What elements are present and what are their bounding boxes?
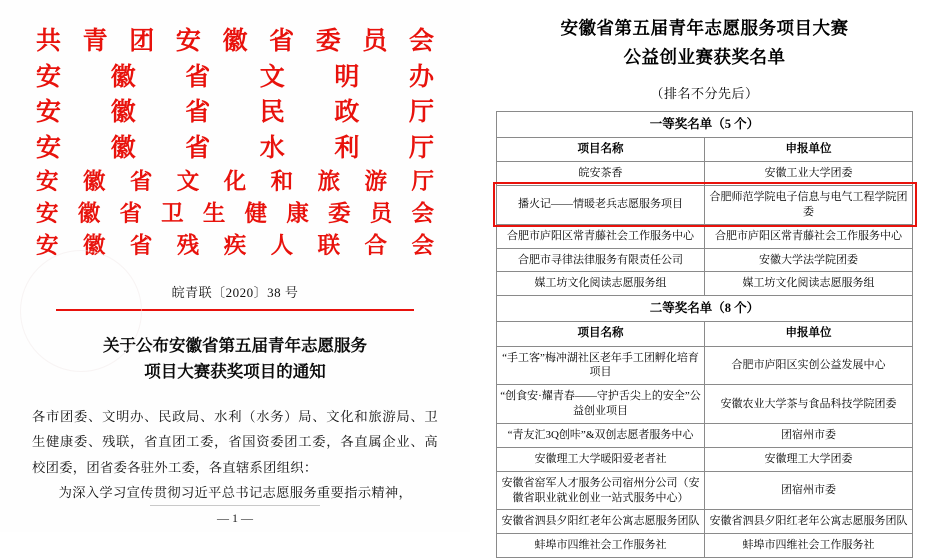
column-header-project-name-2: 项目名称	[497, 322, 705, 347]
red-heading-line-3: 安徽省民政厅	[36, 99, 434, 126]
table-row	[497, 471, 913, 510]
red-heading-line-2: 安徽省文明办	[36, 63, 434, 91]
table-row	[497, 447, 913, 471]
red-heading-line-4: 安徽省水利厅	[36, 134, 434, 162]
cell-project-name: 蚌埠市四维社会工作服务社	[497, 534, 705, 558]
cell-project-name: 皖安茶香	[497, 162, 705, 186]
document-body	[32, 404, 438, 506]
watermark-decoration	[20, 250, 142, 372]
right-document-panel	[470, 0, 939, 552]
table-row	[497, 162, 913, 186]
red-heading-line-5: 安徽省文化和旅游厅	[36, 169, 434, 194]
body-paragraph-1: 各市团委、文明办、民政局、水利（水务）局、文化和旅游局、卫生健康委、残联，省直团工委，省国资委团工委，各直属企业、高校团委，团省委各驻外工委，各直辖系团组织：	[32, 408, 438, 475]
table-row	[497, 272, 913, 296]
cell-project-name: 合肥市寻律法律服务有限责任公司	[497, 248, 705, 272]
table-row	[497, 385, 913, 424]
left-document-panel	[0, 0, 470, 532]
award-table	[496, 111, 913, 558]
award-list-title	[496, 14, 913, 72]
cell-applicant-unit: 合肥市庐阳区常青藤社会工作服务中心	[705, 224, 913, 248]
cell-project-name: “创食安·耀青春——守护舌尖上的安全”公益创业项目	[497, 385, 705, 424]
column-header-applicant-unit-1: 申报单位	[705, 137, 913, 162]
column-header-project-name-1: 项目名称	[497, 137, 705, 162]
cell-project-name: 合肥市庐阳区常青藤社会工作服务中心	[497, 224, 705, 248]
award-list-subtitle: （排名不分先后）	[650, 85, 759, 101]
cell-applicant-unit: 合肥师范学院电子信息与电气工程学院团委	[705, 185, 913, 224]
table-section-header-row	[497, 296, 913, 322]
red-heading-line-6: 安徽省卫生健康委员会	[36, 200, 434, 226]
cell-project-name: 播火记——情暖老兵志愿服务项目	[497, 185, 705, 224]
cell-applicant-unit: 蚌埠市四维社会工作服务社	[705, 534, 913, 558]
table-column-header-row	[497, 137, 913, 162]
cell-applicant-unit: 安徽省泗县夕阳红老年公寓志愿服务团队	[705, 510, 913, 534]
page-number: — 1 —	[217, 511, 253, 525]
award-list-title-line-1: 安徽省第五届青年志愿服务项目大赛	[560, 18, 849, 38]
table-column-header-row	[497, 322, 913, 347]
cell-applicant-unit: 安徽农业大学茶与食品科技学院团委	[705, 385, 913, 424]
document-title-line-2: 项目大赛获奖项目的通知	[144, 362, 326, 382]
table-row	[497, 248, 913, 272]
cell-applicant-unit: 媒工坊文化阅读志愿服务组	[705, 272, 913, 296]
section-title-first-prize: 一等奖名单（5 个）	[497, 111, 913, 137]
cell-project-name: 媒工坊文化阅读志愿服务组	[497, 272, 705, 296]
award-table-body	[497, 111, 913, 557]
cell-project-name: 安徽省泗县夕阳红老年公寓志愿服务团队	[497, 510, 705, 534]
red-heading-line-1: 共青团安徽省委员会	[36, 28, 434, 55]
table-row	[497, 423, 913, 447]
column-header-applicant-unit-2: 申报单位	[705, 322, 913, 347]
table-row	[497, 346, 913, 385]
document-number: 皖青联〔2020〕38 号	[171, 284, 299, 300]
cell-project-name: “手工客”梅冲湖社区老年手工团孵化培育项目	[497, 346, 705, 385]
award-list-title-line-2: 公益创业赛获奖名单	[623, 46, 786, 67]
table-section-header-row	[497, 111, 913, 137]
red-heading-line-7: 安徽省残疾人联合会	[36, 232, 434, 258]
table-row	[497, 510, 913, 534]
table-row	[497, 534, 913, 558]
section-title-second-prize: 二等奖名单（8 个）	[497, 296, 913, 322]
cell-applicant-unit: 安徽工业大学团委	[705, 162, 913, 186]
cell-applicant-unit: 合肥市庐阳区实创公益发展中心	[705, 346, 913, 385]
cell-project-name: “青友汇3Q创咔”&双创志愿者服务中心	[497, 423, 705, 447]
cell-applicant-unit: 安徽理工大学团委	[705, 447, 913, 471]
table-row-highlighted	[497, 185, 913, 224]
red-header-block	[32, 24, 438, 262]
cell-project-name: 安徽省窑军人才服务公司宿州分公司（安徽省职业就业创业一站式服务中心）	[497, 471, 705, 510]
cell-applicant-unit: 安徽大学法学院团委	[705, 248, 913, 272]
cell-applicant-unit: 团宿州市委	[705, 471, 913, 510]
body-paragraph-2: 为深入学习宣传贯彻习近平总书记志愿服务重要指示精神，	[58, 485, 413, 501]
cell-applicant-unit: 团宿州市委	[705, 423, 913, 447]
cell-project-name: 安徽理工大学暖阳爱老者社	[497, 447, 705, 471]
document-title-line-1: 关于公布安徽省第五届青年志愿服务	[103, 335, 367, 355]
footer-rule	[150, 505, 320, 506]
table-row	[497, 224, 913, 248]
